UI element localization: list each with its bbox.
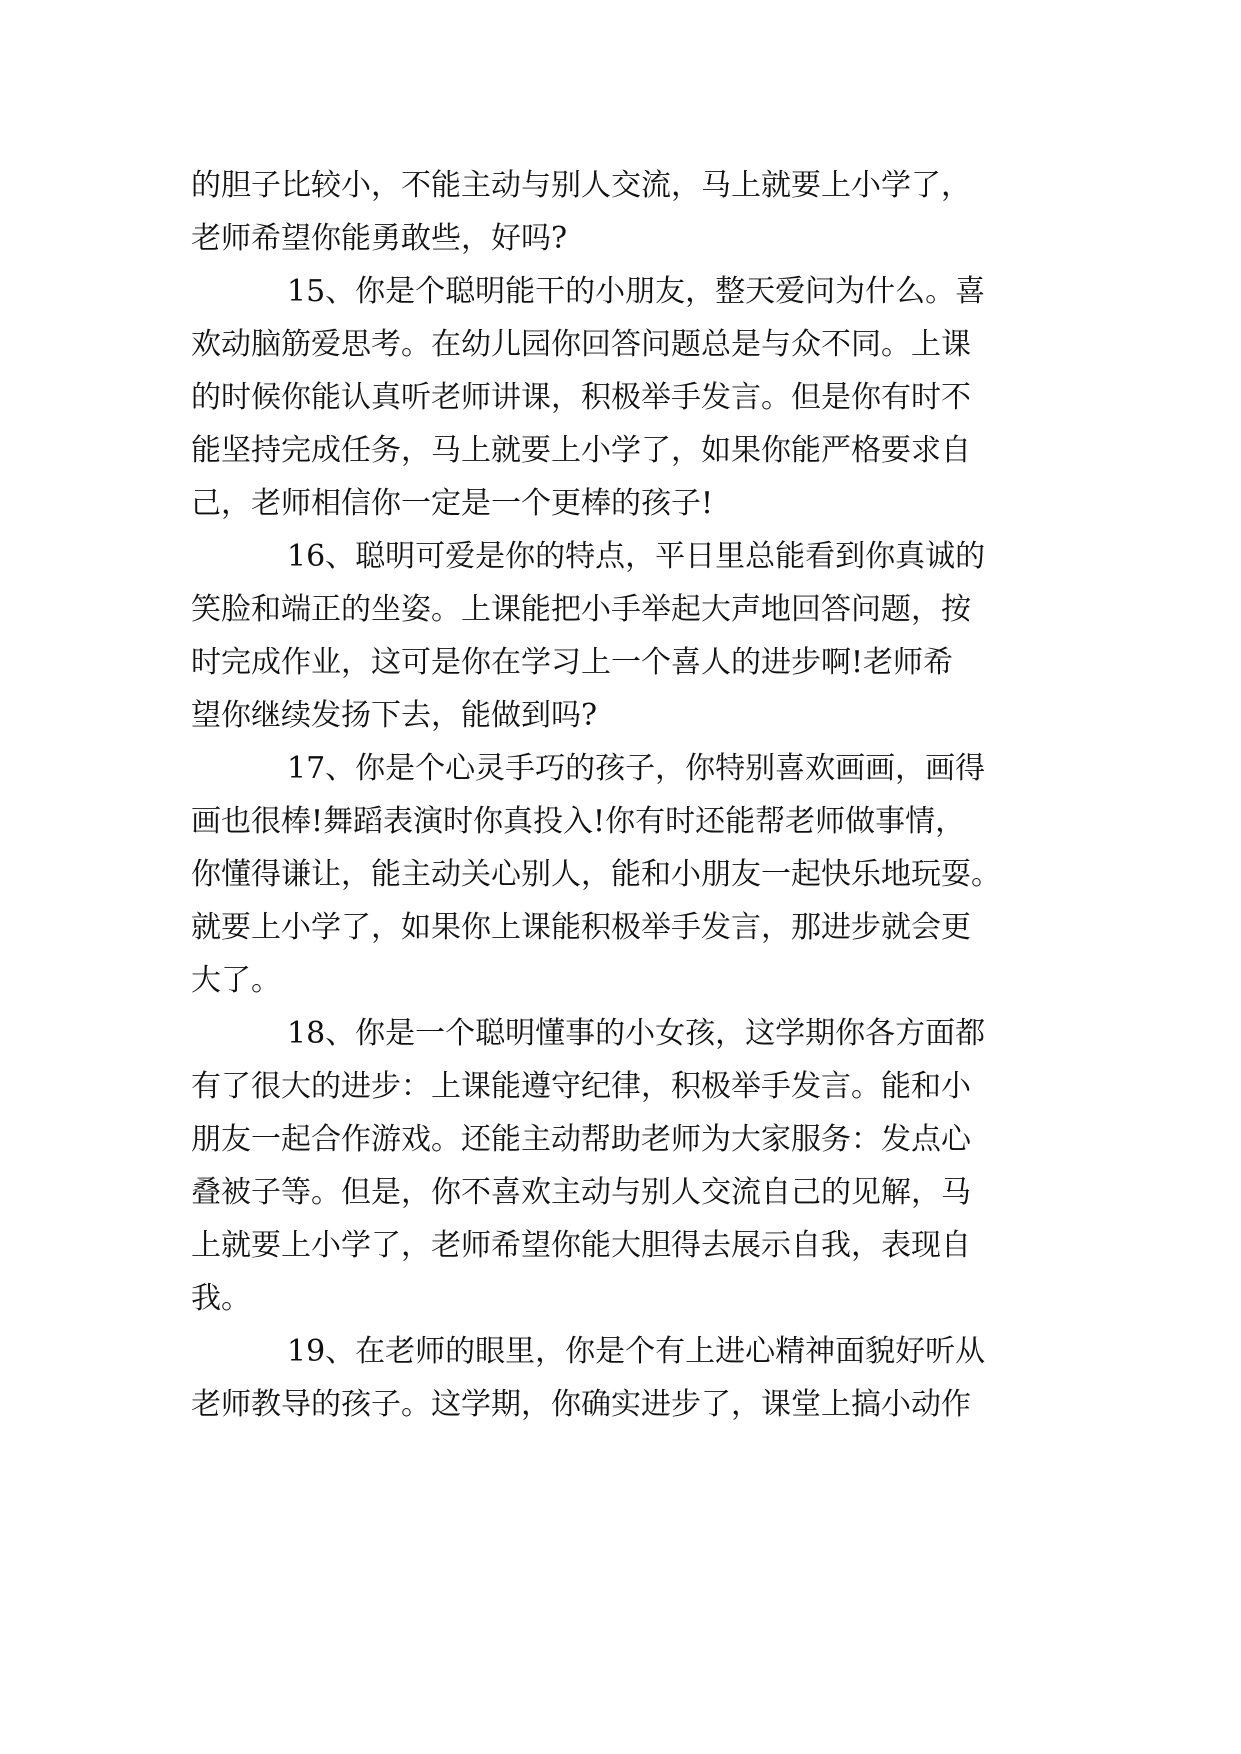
text-line: 的时候你能认真听老师讲课，积极举手发言。但是你有时不 <box>191 380 971 415</box>
text-line: 能坚持完成任务，马上就要上小学了，如果你能严格要求自 <box>191 433 971 468</box>
text-line: 大了。 <box>191 963 281 998</box>
text-line: 老师希望你能勇敢些，好吗? <box>191 221 568 256</box>
text-line: 你懂得谦让，能主动关心别人，能和小朋友一起快乐地玩耍。 <box>191 857 1001 892</box>
paragraph-start-15: 15、你是个聪明能干的小朋友，整天爱问为什么。喜 <box>287 274 986 309</box>
paragraph-start-19: 19、在老师的眼里，你是个有上进心精神面貌好听从 <box>287 1334 986 1369</box>
paragraph-start-17: 17、你是个心灵手巧的孩子，你特别喜欢画画，画得 <box>287 751 986 786</box>
text-line: 欢动脑筋爱思考。在幼儿园你回答问题总是与众不同。上课 <box>191 327 971 362</box>
text-line: 老师教导的孩子。这学期，你确实进步了，课堂上搞小动作 <box>191 1387 971 1422</box>
text-line: 的胆子比较小，不能主动与别人交流，马上就要上小学了， <box>191 168 971 203</box>
text-line: 我。 <box>191 1281 251 1316</box>
text-line: 时完成作业，这可是你在学习上一个喜人的进步啊!老师希 <box>191 645 954 680</box>
paragraph-start-18: 18、你是一个聪明懂事的小女孩，这学期你各方面都 <box>287 1016 986 1051</box>
text-line: 朋友一起合作游戏。还能主动帮助老师为大家服务：发点心 <box>191 1122 971 1157</box>
paragraph-start-16: 16、聪明可爱是你的特点，平日里总能看到你真诚的 <box>287 539 986 574</box>
text-line: 己，老师相信你一定是一个更棒的孩子! <box>191 486 714 521</box>
text-line: 画也很棒!舞蹈表演时你真投入!你有时还能帮老师做事情， <box>191 804 966 839</box>
text-line: 笑脸和端正的坐姿。上课能把小手举起大声地回答问题，按 <box>191 592 971 627</box>
text-line: 就要上小学了，如果你上课能积极举手发言，那进步就会更 <box>191 910 971 945</box>
text-line: 叠被子等。但是，你不喜欢主动与别人交流自己的见解，马 <box>191 1175 971 1210</box>
text-line: 望你继续发扬下去，能做到吗? <box>191 698 598 733</box>
text-line: 有了很大的进步：上课能遵守纪律，积极举手发言。能和小 <box>191 1069 971 1104</box>
text-line: 上就要上小学了，老师希望你能大胆得去展示自我，表现自 <box>191 1228 971 1263</box>
